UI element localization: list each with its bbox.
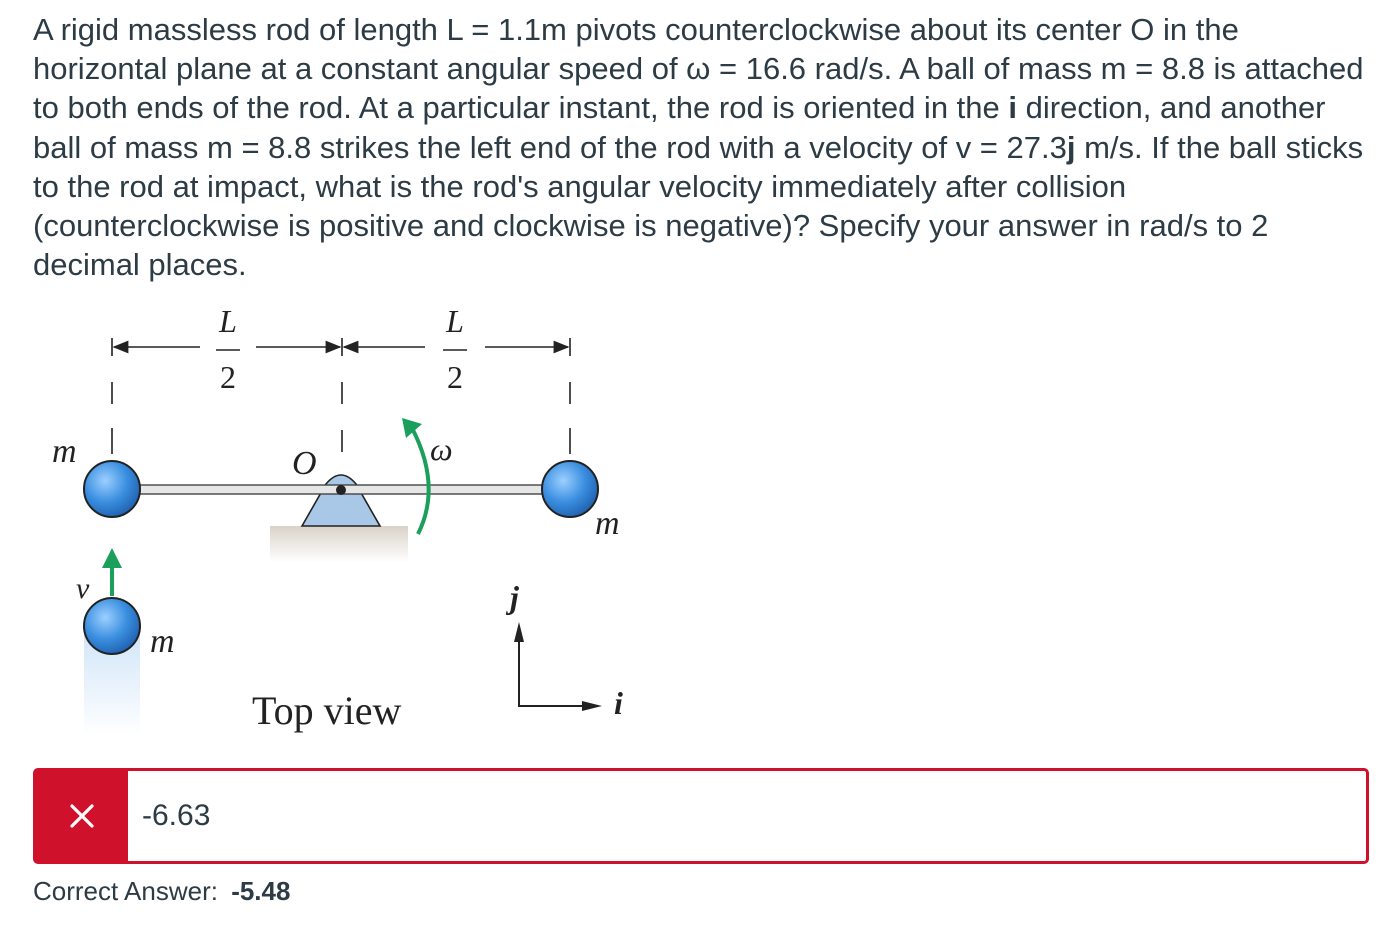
label-j: j — [510, 579, 519, 615]
ground-block — [270, 526, 408, 562]
omega-arrow — [412, 428, 429, 534]
unit-vector-i: i — [1008, 90, 1018, 126]
velocity-arrowhead-icon — [102, 548, 122, 568]
dimension-lines — [112, 338, 570, 454]
question-text — [33, 10, 1378, 284]
label-m-right: m — [595, 505, 620, 542]
label-O: O — [292, 445, 317, 482]
close-icon — [67, 801, 97, 831]
axis-i-arrowhead-icon — [582, 701, 602, 711]
question-part-2: direction, and another ball of mass m = 8.8 strikes the left end of the rod with a velocity of v = 27.3 — [33, 90, 1326, 165]
unit-vector-j: j — [1066, 129, 1076, 165]
omega-arrowhead-icon — [402, 418, 422, 438]
correct-answer-value: -5.48 — [231, 876, 291, 906]
question-part-3: m/s. If the ball sticks to the rod at impact, what is the rod's angular velocity immediately after collision (counterclockwise is positive and clockwise is negative)? Specify your answer in rad/s to 2 decimal places. — [33, 129, 1364, 283]
label-m-left: m — [52, 433, 77, 470]
dim-left-numerator: L — [219, 303, 237, 339]
incorrect-indicator — [36, 771, 128, 861]
submitted-answer: -6.63 — [142, 799, 211, 832]
correct-answer-label: Correct Answer: — [33, 876, 218, 906]
dim-right-denominator: 2 — [447, 359, 463, 395]
dim-right-numerator: L — [446, 303, 464, 339]
label-omega: ω — [430, 431, 453, 467]
axis-j-arrowhead-icon — [514, 622, 524, 642]
dim-left-denominator: 2 — [220, 359, 236, 395]
ball-left — [84, 461, 140, 517]
ball-incoming — [84, 598, 140, 654]
pivot-point-O — [336, 485, 346, 495]
figure-caption: Top view — [252, 688, 402, 733]
correct-answer-line — [33, 876, 290, 907]
label-m-bottom: m — [150, 623, 175, 660]
ball-right — [542, 461, 598, 517]
question-part-1: A rigid massless rod of length L = 1.1m pivots counterclockwise about its center O in the horizontal plane at a constant angular speed of ω = 16.6 rad/s. A ball of mass m = 8.8 is attached to both ends of the rod. At a particular instant, the rod is oriented in the — [33, 12, 1364, 126]
label-i: i — [614, 685, 623, 721]
pivot-support — [302, 475, 380, 526]
answer-box — [33, 768, 1369, 864]
label-v: v — [76, 572, 90, 605]
top-view-figure — [40, 296, 660, 756]
